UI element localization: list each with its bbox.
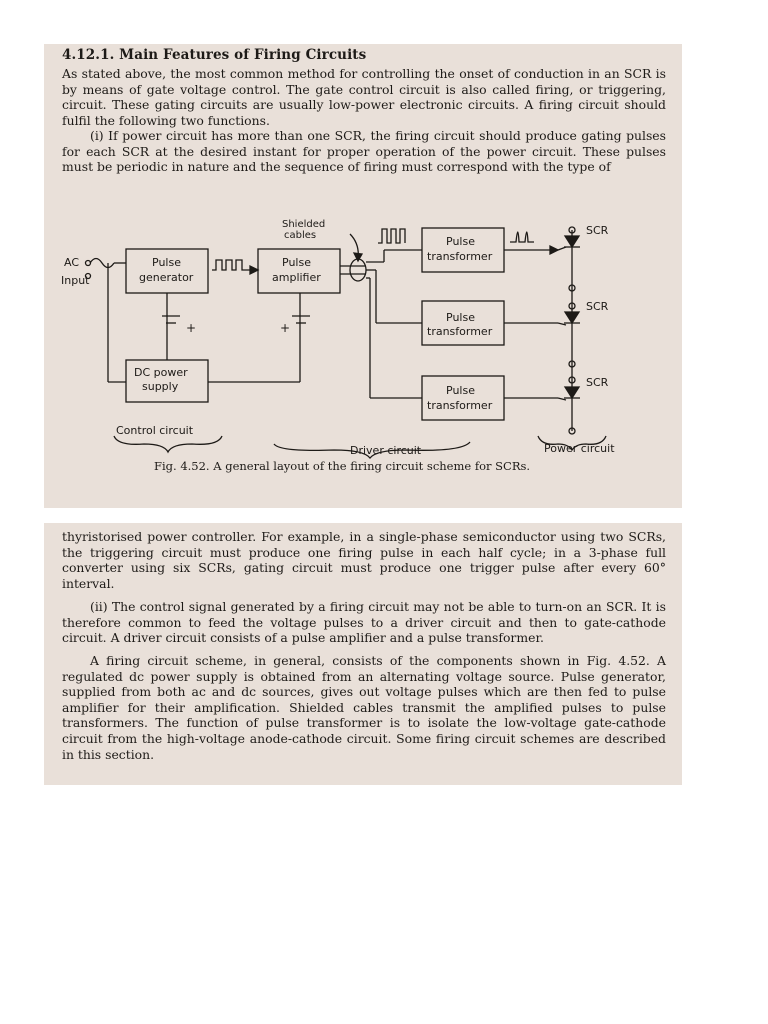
scr-3-label: SCR (586, 376, 609, 389)
pulse-transformer-3-block (422, 376, 504, 420)
transformer-2-label-line1: Pulse (446, 311, 475, 324)
pulse-amplifier-label-line1: Pulse (282, 256, 311, 269)
paragraph-continued: thyristorised power controller. For example, in a single-phase semiconductor using two SCRs, the triggering circuit must produce one firing pulse in each half cycle; in a 3-phase full converter using six SCRs, gating circuit must produce one trigger pulse after every 60° interval. (62, 529, 666, 591)
dc-power-label-line2: supply (142, 380, 179, 393)
power-circuit-label: Power circuit (544, 442, 615, 455)
plus-sign-right: + (280, 321, 291, 335)
pulse-generator-label-line1: Pulse (152, 256, 181, 269)
scr-1-label: SCR (586, 224, 609, 237)
scanned-page-top (44, 44, 682, 508)
scr-2-label: SCR (586, 300, 609, 313)
transformer-1-label-line1: Pulse (446, 235, 475, 248)
ac-label: AC (64, 256, 80, 269)
control-circuit-label: Control circuit (116, 424, 194, 437)
paragraph-intro: As stated above, the most common method for controlling the onset of conduction in an SCR is by means of gate voltage control. The gate control circuit is also called firing, or triggering, circuit. These gating circuits are usually low-power electronic circuits. A firing circuit should fulfil the following two functions. (62, 66, 666, 128)
paragraph-function-ii: (ii) The control signal generated by a firing circuit may not be able to turn-on an SCR. It is therefore common to feed the voltage pulses to a driver circuit and then to gate-cathode circuit. A driver circuit consists of a pulse amplifier and a pulse transformer. (62, 599, 666, 646)
pulse-generator-label-line2: generator (139, 271, 194, 284)
firing-circuit-diagram (44, 204, 682, 464)
scanned-page-bottom (44, 523, 682, 785)
paragraph-scheme: A firing circuit scheme, in general, consists of the components shown in Fig. 4.52. A regulated dc power supply is obtained from an alternating voltage source. Pulse generator, supplied from both ac and dc sources, gives out voltage pulses which are then fed to pulse amplifier for their amplification. Shielded cables transmit the amplified pulses to pulse transformers. The function of pulse transformer is to isolate the low-voltage gate-cathode circuit from the high-voltage anode-cathode circuit. Some firing circuit schemes are described in this section. (62, 653, 666, 762)
pulse-amplifier-label-line2: amplifier (272, 271, 321, 284)
paragraph-function-i: (i) If power circuit has more than one SCR, the firing circuit should produce gating pulses for each SCR at the desired instant for proper operation of the power circuit. These pulses must be periodic in nature and the sequence of firing must correspond with the type of (62, 128, 666, 175)
cables-label: cables (284, 230, 317, 241)
section-heading: 4.12.1. Main Features of Firing Circuits (62, 47, 367, 63)
driver-circuit-label: Driver circuit (350, 444, 422, 457)
transformer-1-label-line2: transformer (427, 250, 493, 263)
transformer-2-label-line2: transformer (427, 325, 493, 338)
transformer-3-label-line2: transformer (427, 399, 493, 412)
shielded-label: Shielded (282, 219, 326, 230)
transformer-3-label-line1: Pulse (446, 384, 475, 397)
input-label: Input (61, 274, 90, 287)
plus-sign-left: + (186, 321, 197, 335)
dc-power-label-line1: DC power (134, 366, 188, 379)
figure-caption: Fig. 4.52. A general layout of the firing circuit scheme for SCRs. (154, 459, 531, 473)
